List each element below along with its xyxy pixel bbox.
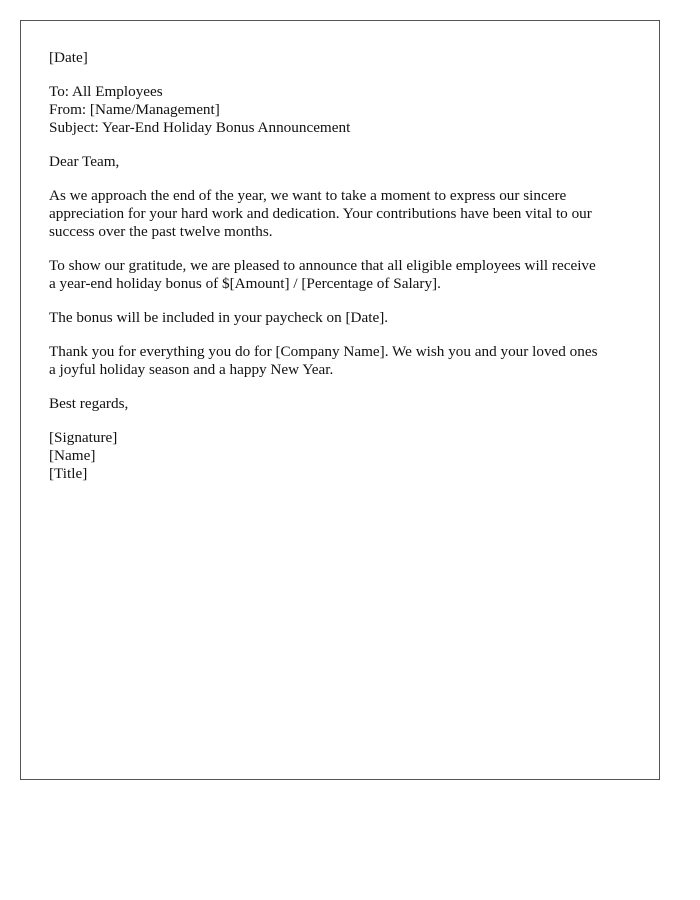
signature-placeholder: [Signature] bbox=[49, 429, 118, 446]
closing bbox=[49, 395, 631, 413]
closing-text: Best regards, bbox=[49, 395, 129, 412]
letter-header bbox=[49, 83, 631, 137]
paragraph-appreciation bbox=[49, 187, 631, 241]
paragraph-bonus bbox=[49, 257, 631, 293]
paragraph-line: a joyful holiday season and a happy New Year. bbox=[49, 361, 334, 378]
paragraph-line: a year-end holiday bonus of $[Amount] / [Percentage of Salary]. bbox=[49, 275, 441, 292]
letter-date bbox=[49, 49, 631, 67]
paragraph-thanks bbox=[49, 343, 631, 379]
paragraph-line: success over the past twelve months. bbox=[49, 223, 273, 240]
signer-title: [Title] bbox=[49, 465, 88, 482]
to-line: To: All Employees bbox=[49, 83, 163, 100]
paragraph-line: appreciation for your hard work and dedication. Your contributions have been vital to our bbox=[49, 205, 592, 222]
paragraph-paycheck bbox=[49, 309, 631, 327]
paragraph-line: Thank you for everything you do for [Company Name]. We wish you and your loved ones bbox=[49, 343, 598, 360]
letter-page bbox=[20, 20, 660, 780]
paragraph-line: To show our gratitude, we are pleased to announce that all eligible employees will receive bbox=[49, 257, 596, 274]
subject-line: Subject: Year-End Holiday Bonus Announcement bbox=[49, 119, 351, 136]
from-line: From: [Name/Management] bbox=[49, 101, 220, 118]
greeting-text: Dear Team, bbox=[49, 153, 120, 170]
signer-name: [Name] bbox=[49, 447, 96, 464]
paragraph-line: The bonus will be included in your paycheck on [Date]. bbox=[49, 309, 389, 326]
greeting bbox=[49, 153, 631, 171]
date-text: [Date] bbox=[49, 49, 88, 66]
signature-block bbox=[49, 429, 631, 483]
paragraph-line: As we approach the end of the year, we want to take a moment to express our sincere bbox=[49, 187, 567, 204]
